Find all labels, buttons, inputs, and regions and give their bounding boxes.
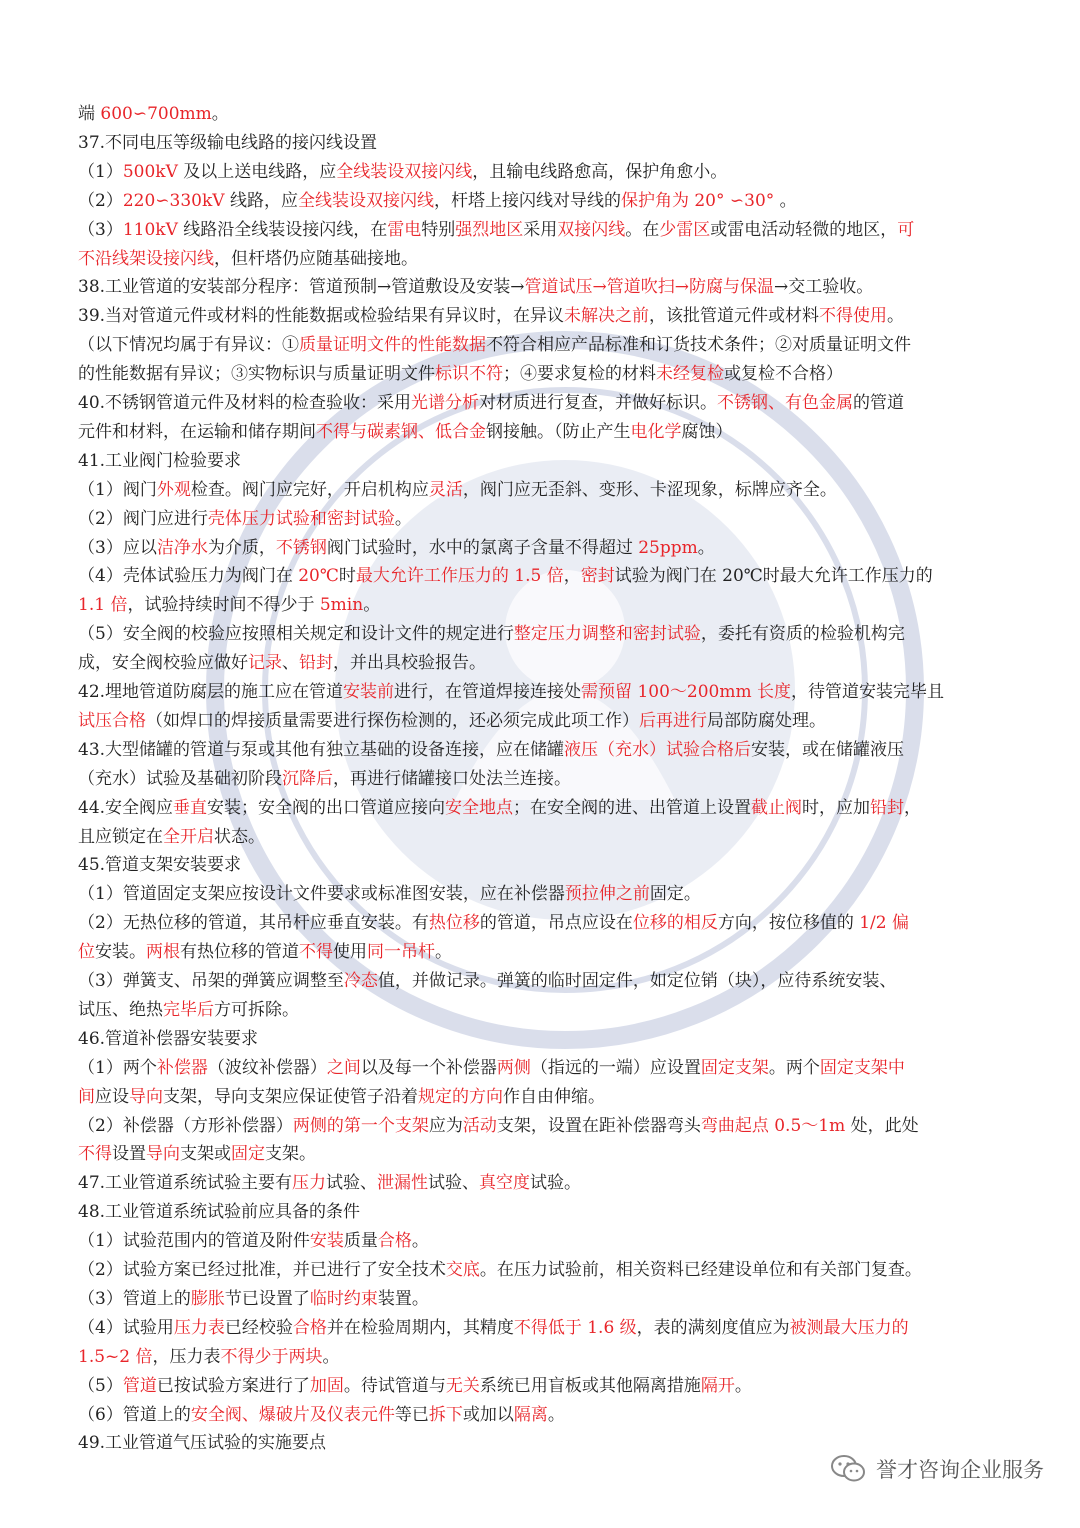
- body-text: 。: [211, 104, 229, 124]
- body-text: 。在压力试验前，相关资料已经建设单位和有关部门复查。: [479, 1260, 922, 1280]
- highlight-text: 完毕后: [163, 999, 214, 1020]
- highlight-text: 同一吊杆: [367, 942, 435, 963]
- highlight-text: 压力: [292, 1173, 327, 1194]
- text-line: [78, 360, 843, 389]
- highlight-text: 规定的方向: [418, 1086, 503, 1107]
- text-line: [78, 331, 911, 360]
- body-text: ，该批管道元件或材料: [649, 306, 820, 327]
- body-text: （2）阀门应进行: [78, 508, 208, 529]
- highlight-text: 两侧: [496, 1057, 531, 1078]
- text-line: [78, 1401, 565, 1430]
- body-text: ，: [904, 797, 922, 818]
- highlight-text: 无关: [445, 1375, 480, 1396]
- body-text: 试压、绝热: [78, 999, 163, 1020]
- body-text: 质量: [343, 1231, 378, 1252]
- body-text: 使用: [333, 942, 367, 963]
- body-text: 41.工业阀门检验要求: [78, 450, 242, 471]
- body-text: 。待试管道与: [343, 1375, 446, 1396]
- body-text: ，压力表: [152, 1346, 221, 1367]
- body-text: 应设: [95, 1086, 129, 1107]
- body-text: 固定。: [649, 884, 701, 905]
- body-text: 安装。: [95, 942, 146, 963]
- body-text: 支架。: [265, 1144, 316, 1165]
- highlight-text: 600∽700mm: [100, 104, 212, 124]
- body-text: 设置: [112, 1144, 146, 1165]
- text-line: [78, 967, 896, 996]
- highlight-text: 间: [78, 1086, 95, 1107]
- text-line: [78, 1025, 258, 1054]
- body-text: （6）管道上的: [78, 1404, 191, 1425]
- body-text: 应为: [428, 1115, 463, 1136]
- body-text: 时: [338, 566, 356, 587]
- highlight-text: 压力表: [173, 1317, 225, 1338]
- body-text: 系统已用盲板或其他隔离措施: [479, 1375, 701, 1396]
- body-text: ，杆塔上接闪线对导线的: [433, 190, 621, 211]
- text-line: [78, 562, 933, 591]
- body-text: 38.工业管道的安装部分程序：管道预制→管道敷设及安装→: [78, 277, 525, 298]
- body-text: 端: [78, 104, 101, 124]
- body-text: 试验、: [326, 1173, 378, 1194]
- text-line: [78, 823, 265, 852]
- highlight-text: 强烈地区: [455, 219, 524, 240]
- body-text: 处，此处: [845, 1115, 919, 1136]
- body-text: ，表的满刻度值应为: [636, 1317, 790, 1338]
- body-text: 。: [887, 306, 905, 327]
- body-text: ，但杆塔仍应随基础接地。: [214, 248, 418, 269]
- body-text: （以下情况均属于有异议：①: [78, 335, 299, 356]
- text-line: [78, 273, 873, 302]
- body-text: 及以上送电线路，应: [177, 161, 337, 182]
- body-text: ，待管道安装完毕且: [791, 682, 944, 702]
- body-text: （1）管道固定支架应按设计文件要求或标准图安装，应在补偿器: [78, 884, 565, 905]
- highlight-text: 1.1 倍: [78, 595, 128, 616]
- highlight-text: 1.5~2 倍: [78, 1346, 153, 1367]
- body-text: 进行，在管道焊接连接处: [394, 682, 582, 702]
- body-text: 或加以: [462, 1404, 514, 1425]
- body-text: （5）: [78, 1375, 123, 1396]
- highlight-text: 活动: [462, 1115, 497, 1136]
- highlight-text: 少雷区: [659, 219, 711, 240]
- highlight-text: 固定支架: [700, 1057, 769, 1078]
- body-text: （2）补偿器（方形补偿器）: [78, 1115, 293, 1136]
- highlight-text: 架设接闪线: [129, 248, 214, 269]
- body-text: 线路，应: [224, 190, 298, 211]
- body-text: 检查。阀门应完好，开启机构应: [190, 479, 429, 500]
- highlight-text: 固定: [231, 1144, 265, 1165]
- body-text: 48.工业管道系统试验前应具备的条件: [78, 1202, 361, 1223]
- body-text: 方向，按位移值的: [717, 913, 860, 934]
- highlight-text: 密封: [580, 566, 615, 587]
- body-text: （1）: [78, 161, 123, 182]
- highlight-text: 1/2 偏: [859, 913, 909, 934]
- body-text: （2）: [78, 190, 123, 211]
- body-text: 。: [363, 595, 381, 616]
- body-text: 的性能数据有异议；③实物标识与质量证明文件: [78, 364, 435, 385]
- body-text: 状态。: [214, 826, 265, 847]
- highlight-text: 25ppm: [638, 537, 698, 558]
- highlight-text: 管道试压→管道吹扫→防腐与保温: [524, 277, 775, 298]
- highlight-text: 5min: [319, 595, 364, 616]
- body-text: （充水）试验及基础初阶段: [78, 768, 282, 789]
- highlight-text: 两根: [146, 942, 180, 963]
- body-text: （3）弹簧支、吊架的弹簧应调整至: [78, 971, 344, 991]
- body-text: （指远的一端）应设置: [530, 1057, 701, 1078]
- highlight-text: 未经复检: [656, 364, 724, 385]
- body-text: 试验为阀门在 20℃时最大允许工作压力的: [614, 566, 933, 587]
- highlight-text: 雷电: [387, 219, 422, 240]
- text-line: [78, 620, 905, 649]
- body-text: 为介质，: [207, 537, 276, 558]
- text-line: [78, 1169, 581, 1198]
- highlight-text: 两侧的第一个支架: [292, 1115, 429, 1136]
- body-text: 46.管道补偿器安装要求: [78, 1028, 259, 1049]
- text-line: [78, 1198, 360, 1227]
- body-text: （3）管道上的: [78, 1288, 191, 1309]
- highlight-text: 截止阀: [751, 797, 803, 818]
- body-text: 装置。: [377, 1288, 429, 1309]
- text-line: [78, 505, 412, 534]
- highlight-text: 铅封: [870, 797, 905, 818]
- text-line: [78, 100, 229, 129]
- text-line: [78, 1285, 429, 1314]
- text-line: [78, 534, 715, 563]
- highlight-text: 位移的相反: [632, 913, 718, 934]
- text-line: [78, 418, 733, 447]
- text-line: [78, 591, 380, 620]
- body-text: 腐蚀）: [681, 421, 733, 442]
- body-text: 39.当对管道元件或材料的性能数据或检验结果有异议时，在异议: [78, 306, 565, 327]
- text-line: [78, 158, 727, 187]
- highlight-text: 合格: [292, 1317, 327, 1338]
- text-line: [78, 938, 452, 967]
- highlight-text: 质量证明文件的性能数据: [299, 335, 486, 356]
- text-line: [78, 794, 921, 823]
- body-text: 或复检不合格）: [724, 364, 843, 385]
- body-text: 。: [411, 1231, 429, 1252]
- highlight-text: 泄漏性: [377, 1173, 429, 1194]
- highlight-text: 铅封: [299, 653, 333, 674]
- body-text: （4）壳体试验压力为阀门在: [78, 566, 299, 587]
- body-text: 。: [734, 1375, 752, 1396]
- body-text: 。: [697, 537, 715, 558]
- body-text: 线路沿全线装设接闪线，在: [177, 219, 388, 240]
- highlight-text: 导向: [129, 1086, 163, 1107]
- body-text: 作自由伸缩。: [503, 1086, 605, 1107]
- body-text: 以及每一个补偿器: [360, 1057, 497, 1078]
- highlight-text: 不得使用: [819, 306, 888, 327]
- highlight-text: 加固: [309, 1375, 344, 1396]
- highlight-text: 20℃: [298, 566, 339, 587]
- highlight-text: 光谱分析: [411, 393, 480, 413]
- highlight-text: 被测最大压力的: [789, 1317, 909, 1338]
- highlight-text: 弯曲起点 0.5～1m: [700, 1115, 846, 1136]
- body-text: 已按试验方案进行了: [156, 1375, 310, 1396]
- highlight-text: 试压合格: [78, 710, 146, 731]
- body-text: （3）应以: [78, 537, 157, 558]
- text-line: [78, 678, 944, 707]
- body-text: 。: [774, 190, 797, 211]
- body-text: 安装；安全阀的出口管道应接向: [207, 797, 446, 818]
- highlight-text: 壳体压力试验和密封试验: [207, 508, 395, 529]
- text-line: [78, 1343, 340, 1372]
- highlight-text: 冷态: [343, 971, 378, 991]
- highlight-text: 需预留 100～200mm 长度: [581, 682, 791, 702]
- highlight-text: 不锈钢: [275, 537, 327, 558]
- body-text: ，委托有资质的检验机构完: [700, 624, 905, 645]
- body-text: 已经校验: [224, 1317, 293, 1338]
- highlight-text: 安装: [309, 1231, 344, 1252]
- highlight-text: 110kV: [122, 219, 178, 240]
- body-text: 节已设置了: [224, 1288, 310, 1309]
- text-line: [78, 302, 904, 331]
- text-line: [78, 880, 701, 909]
- wechat-icon: [830, 1454, 866, 1484]
- highlight-text: 不得与碳素钢、低合金: [316, 421, 486, 442]
- body-text: ，并出具校验报告。: [333, 653, 486, 674]
- body-text: 有热位移的管道: [180, 942, 299, 963]
- highlight-text: 膨胀: [190, 1288, 225, 1309]
- text-line: [78, 909, 909, 938]
- body-text: （2）无热位移的管道，其吊杆应垂直安装。有: [78, 913, 429, 934]
- body-text: 。在: [625, 219, 660, 240]
- body-text: （1）试验范围内的管道及附件: [78, 1231, 310, 1252]
- body-text: 钢接触。（防止产生: [486, 421, 631, 442]
- highlight-text: 电化学: [630, 421, 682, 442]
- body-text: 特别: [421, 219, 456, 240]
- body-text: ，试验持续时间不得少于: [127, 595, 320, 616]
- highlight-text: 不得少于两块: [220, 1346, 323, 1367]
- highlight-text: 垂直: [173, 797, 208, 818]
- highlight-text: 补偿器: [156, 1057, 208, 1078]
- highlight-text: 双接闪线: [557, 219, 626, 240]
- body-text: 。: [322, 1346, 340, 1367]
- body-text: 49.工业管道气压试验的实施要点: [78, 1433, 327, 1454]
- body-text: 试验、: [428, 1173, 480, 1194]
- body-text: 局部防腐处理。: [707, 710, 826, 731]
- highlight-text: 交底: [445, 1260, 480, 1280]
- body-text: 且应锁定在: [78, 826, 163, 847]
- highlight-text: 未解决之前: [564, 306, 650, 327]
- text-line: [78, 996, 299, 1025]
- highlight-text: 后再进行: [639, 710, 707, 731]
- highlight-text: 导向: [146, 1144, 180, 1165]
- body-text: 的管道，吊点应设在: [479, 913, 633, 934]
- text-line: [78, 1054, 905, 1083]
- text-line: [78, 476, 837, 505]
- highlight-text: 不沿线: [78, 248, 129, 269]
- body-text: 并在检验周期内，其精度: [326, 1317, 514, 1338]
- highlight-text: 保护角为 20° ∽30°: [620, 190, 775, 211]
- highlight-text: 220∽330kV: [122, 190, 225, 211]
- text-line: [78, 765, 571, 794]
- highlight-text: 整定压力调整和密封试验: [513, 624, 701, 645]
- highlight-text: 之间: [326, 1057, 361, 1078]
- body-text: 42.埋地管道防腐层的施工应在管道: [78, 682, 344, 702]
- highlight-text: 安装前: [343, 682, 395, 702]
- body-text: ，再进行储罐接口处法兰连接。: [333, 768, 571, 789]
- text-line: [78, 447, 241, 476]
- text-line: [78, 389, 904, 418]
- body-text: （波纹补偿器）: [207, 1057, 327, 1078]
- highlight-text: 记录: [248, 653, 282, 674]
- body-text: （3）: [78, 219, 123, 240]
- highlight-text: 拆下: [428, 1404, 463, 1425]
- body-text: 45.管道支架安装要求: [78, 855, 242, 876]
- highlight-text: 安全地点: [445, 797, 514, 818]
- highlight-text: 管道: [122, 1375, 157, 1396]
- highlight-text: 固定支架中: [819, 1057, 905, 1078]
- highlight-text: 沉降后: [282, 768, 333, 789]
- body-text: ；在安全阀的进、出管道上设置: [513, 797, 752, 818]
- body-text: 。: [435, 942, 452, 963]
- highlight-text: 隔开: [700, 1375, 735, 1396]
- text-line: [78, 129, 377, 158]
- body-text: 43.大型储罐的管道与泵或其他有独立基础的设备连接，应在储罐: [78, 739, 565, 760]
- body-text: 支架，导向支架应保证使管子沿着: [163, 1086, 418, 1107]
- text-line: [78, 187, 797, 216]
- body-text: 元件和材料，在运输和储存期间: [78, 421, 316, 442]
- body-text: 37.不同电压等级输电线路的接闪线设置: [78, 132, 378, 153]
- body-text: 等已: [394, 1404, 429, 1425]
- body-text: 成，安全阀校验应做好: [78, 653, 248, 674]
- body-text: ；④要求复检的材料: [503, 364, 656, 385]
- body-text: 或雷电活动轻微的地区，: [710, 219, 898, 240]
- text-line: [78, 1083, 605, 1112]
- highlight-text: 安全阀、爆破片及仪表元件: [190, 1404, 395, 1425]
- body-text: （1）阀门: [78, 479, 157, 500]
- highlight-text: 最大允许工作压力的 1.5 倍: [355, 566, 564, 587]
- body-text: （1）两个: [78, 1057, 157, 1078]
- body-text: 44.安全阀应: [78, 797, 174, 818]
- text-line: [78, 1140, 316, 1169]
- body-text: 对材质进行复查，并做好标识。: [479, 393, 718, 413]
- body-text: ，且输电线路愈高，保护角愈小。: [472, 161, 728, 182]
- highlight-text: 临时约束: [309, 1288, 378, 1309]
- text-line: [78, 245, 418, 274]
- highlight-text: 可: [897, 219, 915, 240]
- highlight-text: 灵活: [428, 479, 463, 500]
- body-text: 方可拆除。: [214, 999, 299, 1020]
- body-text: →交工验收。: [774, 277, 874, 298]
- highlight-text: 真空度: [479, 1173, 531, 1194]
- highlight-text: 洁净水: [156, 537, 208, 558]
- body-text: 40.不锈钢管道元件及材料的检查验收：采用: [78, 393, 412, 413]
- highlight-text: 全线装设双接闪线: [297, 190, 434, 211]
- text-line: [78, 1314, 909, 1343]
- footer-brand: [830, 1454, 1044, 1484]
- body-text: 。: [547, 1404, 565, 1425]
- highlight-text: 合格: [377, 1231, 412, 1252]
- highlight-text: 500kV: [122, 161, 178, 182]
- text-line: [78, 1372, 752, 1401]
- highlight-text: 全线装设双接闪线: [336, 161, 473, 182]
- highlight-text: 不得: [299, 942, 333, 963]
- highlight-text: 不锈钢、有色金属: [717, 393, 854, 413]
- body-text: 值，并做记录。弹簧的临时固定件，如定位销（块），应待系统安装、: [377, 971, 897, 991]
- highlight-text: 隔离: [513, 1404, 548, 1425]
- body-text: ，: [563, 566, 581, 587]
- highlight-text: 全开启: [163, 826, 214, 847]
- text-line: [78, 649, 486, 678]
- body-text: 。: [394, 508, 412, 529]
- body-text: 47.工业管道系统试验主要有: [78, 1173, 293, 1194]
- body-text: 支架，设置在距补偿器弯头: [496, 1115, 701, 1136]
- highlight-text: 液压（充水）试验合格后: [564, 739, 752, 760]
- text-line: [78, 1227, 429, 1256]
- highlight-text: 位: [78, 942, 95, 963]
- body-text: （5）安全阀的校验应按照相关规定和设计文件的规定进行: [78, 624, 514, 645]
- body-text: 的管道: [853, 393, 905, 413]
- body-text: 、: [282, 653, 299, 674]
- body-text: 阀门试验时，水中的氯离子含量不得超过: [326, 537, 639, 558]
- highlight-text: 热位移: [428, 913, 480, 934]
- text-line: [78, 707, 826, 736]
- text-line: [78, 851, 241, 880]
- footer-label: 誉才咨询企业服务: [876, 1458, 1044, 1482]
- text-line: [78, 216, 914, 245]
- body-text: （2）试验方案已经过批准，并已进行了安全技术: [78, 1260, 446, 1280]
- highlight-text: 不得: [78, 1144, 112, 1165]
- body-text: 采用: [523, 219, 558, 240]
- highlight-text: 标识不符: [435, 364, 503, 385]
- body-text: 时，应加: [802, 797, 871, 818]
- body-text: （4）试验用: [78, 1317, 174, 1338]
- body-text: ，阀门应无歪斜、变形、卡涩现象，标牌应齐全。: [462, 479, 837, 500]
- body-text: 安装，或在储罐液压: [751, 739, 905, 760]
- body-text: 试验。: [530, 1173, 582, 1194]
- highlight-text: 外观: [156, 479, 191, 500]
- text-line: [78, 736, 904, 765]
- text-line: [78, 1256, 922, 1285]
- body-text: 。两个: [768, 1057, 820, 1078]
- body-text: （如焊口的焊接质量需要进行探伤检测的，还必须完成此项工作）: [146, 710, 639, 731]
- body-text: 不符合相应产品标准和订货技术条件；②对质量证明文件: [486, 335, 911, 356]
- highlight-text: 预拉伸之前: [564, 884, 650, 905]
- text-line: [78, 1429, 326, 1458]
- text-line: [78, 1112, 919, 1141]
- highlight-text: 不得低于 1.6 级: [513, 1317, 637, 1338]
- body-text: 支架或: [180, 1144, 231, 1165]
